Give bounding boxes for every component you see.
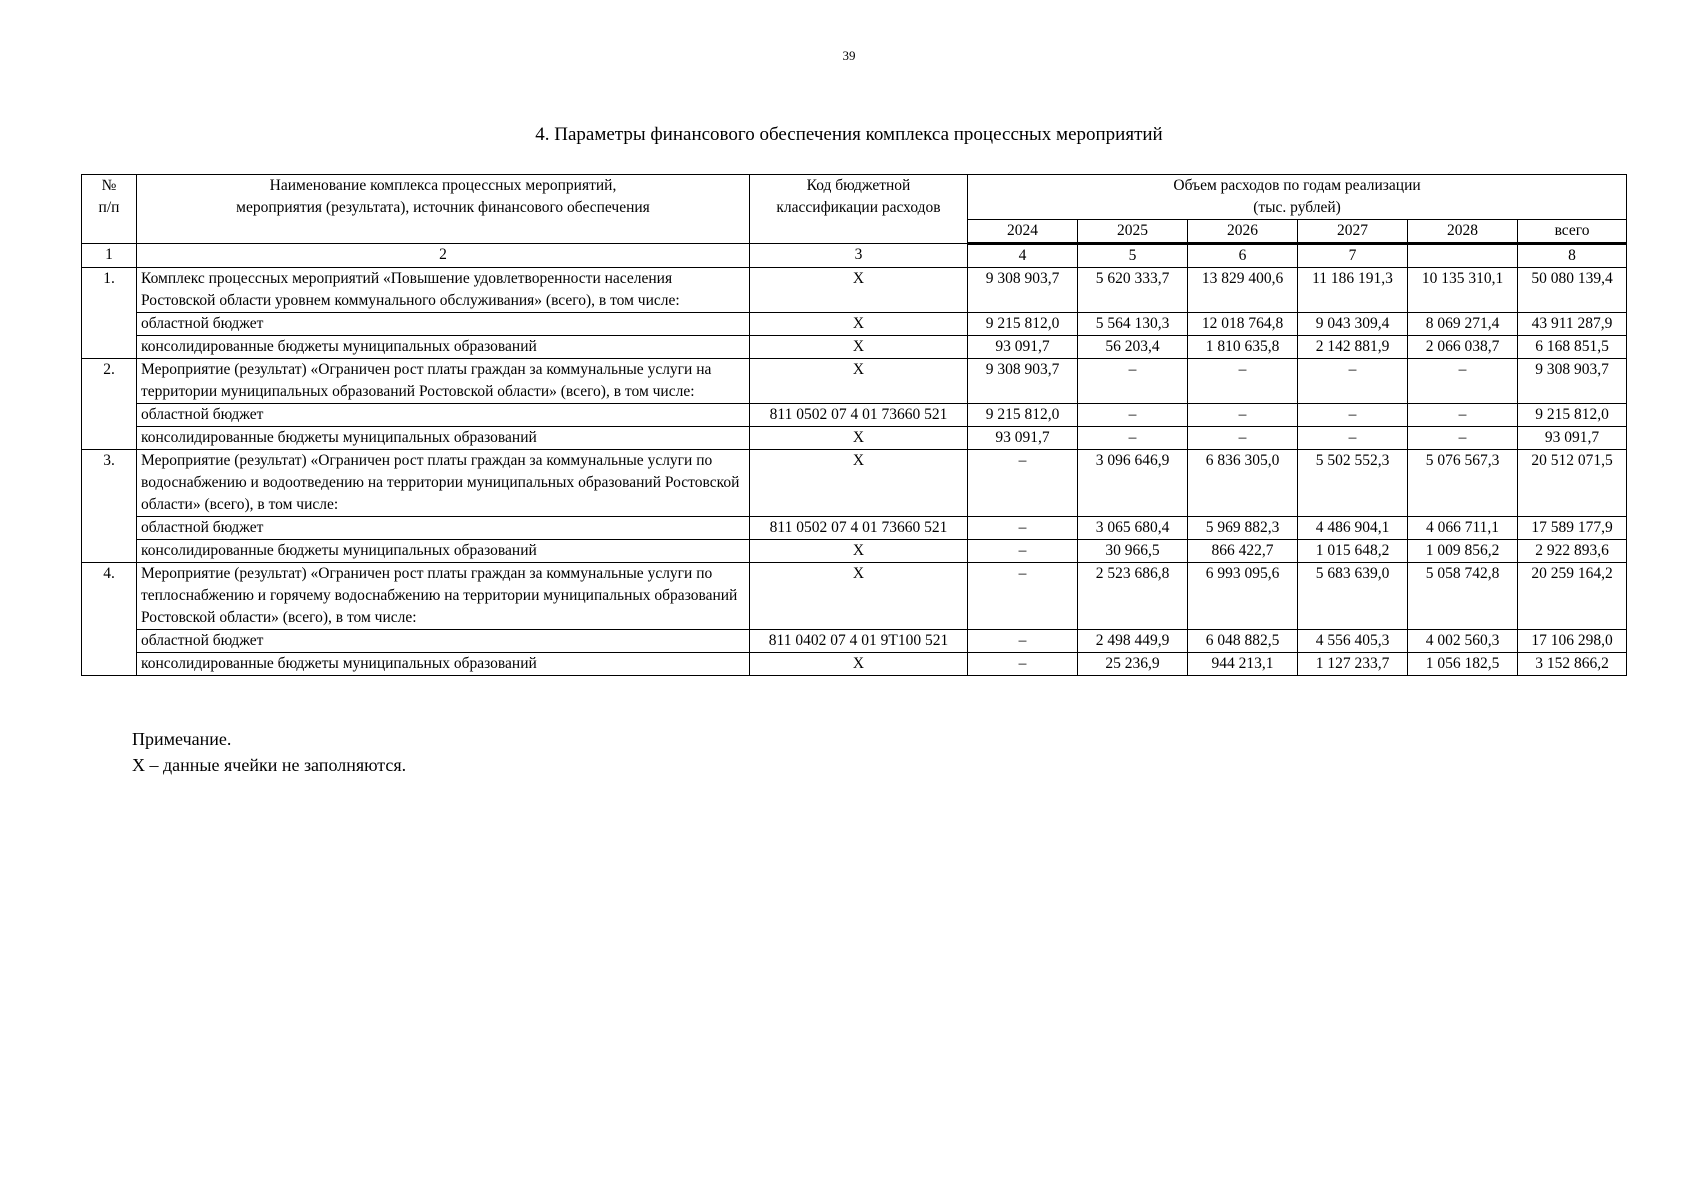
row-value: 5 620 333,7: [1078, 268, 1188, 313]
row-value: –: [1078, 404, 1188, 427]
table-row-source: [82, 336, 1627, 359]
row-name: консолидированные бюджеты муниципальных образований: [137, 540, 750, 563]
row-value: 1 015 648,2: [1298, 540, 1408, 563]
header-name-line2: мероприятия (результата), источник финансового обеспечения: [236, 199, 650, 216]
row-value: –: [1078, 359, 1188, 404]
row-value-total: 20 512 071,5: [1518, 450, 1627, 517]
row-number: 3.: [82, 450, 137, 563]
row-value: 2 142 881,9: [1298, 336, 1408, 359]
row-value: 1 009 856,2: [1408, 540, 1518, 563]
header-num-line2: п/п: [98, 199, 120, 216]
column-number: 6: [1188, 244, 1298, 268]
row-value: 5 076 567,3: [1408, 450, 1518, 517]
row-name: консолидированные бюджеты муниципальных образований: [137, 336, 750, 359]
header-year: 2028: [1408, 220, 1518, 244]
row-value: 3 065 680,4: [1078, 517, 1188, 540]
row-value: 4 066 711,1: [1408, 517, 1518, 540]
note-text: X – данные ячейки не заполняются.: [132, 755, 407, 775]
row-value: 11 186 191,3: [1298, 268, 1408, 313]
row-value: 9 043 309,4: [1298, 313, 1408, 336]
row-value: 3 096 646,9: [1078, 450, 1188, 517]
row-value-total: 2 922 893,6: [1518, 540, 1627, 563]
table-row-source: [82, 540, 1627, 563]
row-name: Мероприятие (результат) «Ограничен рост платы граждан за коммунальные услуги по теплоснабжению и горячему водоснабжению на территории муниципальных образований Ростовской области» (всего), в том числе:: [137, 563, 750, 630]
row-value: –: [1188, 404, 1298, 427]
table-row-source: [82, 313, 1627, 336]
row-value: 9 215 812,0: [968, 404, 1078, 427]
row-value: 866 422,7: [1188, 540, 1298, 563]
row-value: 12 018 764,8: [1188, 313, 1298, 336]
row-name: консолидированные бюджеты муниципальных образований: [137, 653, 750, 676]
table-row-source: [82, 427, 1627, 450]
table-row-source: [82, 517, 1627, 540]
row-value: –: [968, 517, 1078, 540]
header-year: 2027: [1298, 220, 1408, 244]
row-value-total: 6 168 851,5: [1518, 336, 1627, 359]
table-row-main: [82, 359, 1627, 404]
row-value: 2 498 449,9: [1078, 630, 1188, 653]
header-code: [750, 175, 968, 244]
table-body: [82, 268, 1627, 676]
row-value: –: [1188, 427, 1298, 450]
row-name: Комплекс процессных мероприятий «Повышение удовлетворенности населения Ростовской области уровнем коммунального обслуживания» (всего), в том числе:: [137, 268, 750, 313]
column-number: 1: [82, 244, 137, 268]
row-value-total: 50 080 139,4: [1518, 268, 1627, 313]
row-value-total: 3 152 866,2: [1518, 653, 1627, 676]
row-value: 5 502 552,3: [1298, 450, 1408, 517]
row-value: –: [968, 653, 1078, 676]
row-code: 811 0402 07 4 01 9Т100 521: [750, 630, 968, 653]
header-year: 2024: [968, 220, 1078, 244]
header-num: [82, 175, 137, 244]
column-number: 7: [1298, 244, 1408, 268]
page-number: 39: [842, 48, 856, 63]
row-value: 56 203,4: [1078, 336, 1188, 359]
row-value-total: 93 091,7: [1518, 427, 1627, 450]
row-value: –: [1408, 404, 1518, 427]
row-value: –: [1298, 404, 1408, 427]
header-column-numbers: [82, 244, 1627, 268]
row-value: –: [968, 450, 1078, 517]
row-value: 4 556 405,3: [1298, 630, 1408, 653]
header-code-line2: классификации расходов: [776, 199, 941, 216]
row-value-total: 9 215 812,0: [1518, 404, 1627, 427]
row-value: –: [1408, 427, 1518, 450]
row-value: 93 091,7: [968, 427, 1078, 450]
row-code: X: [750, 450, 968, 517]
row-value-total: 43 911 287,9: [1518, 313, 1627, 336]
document-title: 4. Параметры финансового обеспечения комплекса процессных мероприятий: [535, 124, 1163, 145]
column-number: 2: [137, 244, 750, 268]
row-value: –: [1078, 427, 1188, 450]
header-code-line1: Код бюджетной: [806, 177, 911, 194]
header-year: 2026: [1188, 220, 1298, 244]
table-row-source: [82, 630, 1627, 653]
note-label: Примечание.: [132, 729, 232, 749]
row-number: 1.: [82, 268, 137, 359]
row-code: 811 0502 07 4 01 73660 521: [750, 517, 968, 540]
row-value: –: [1408, 359, 1518, 404]
row-value: 25 236,9: [1078, 653, 1188, 676]
row-value: –: [968, 563, 1078, 630]
column-number: 8: [1518, 244, 1627, 268]
row-code: X: [750, 427, 968, 450]
note: [132, 726, 406, 778]
row-code: X: [750, 313, 968, 336]
header-name: [137, 175, 750, 244]
row-value: 13 829 400,6: [1188, 268, 1298, 313]
row-value: 1 810 635,8: [1188, 336, 1298, 359]
row-value-total: 9 308 903,7: [1518, 359, 1627, 404]
row-name: областной бюджет: [137, 313, 750, 336]
row-name: областной бюджет: [137, 630, 750, 653]
row-value: 8 069 271,4: [1408, 313, 1518, 336]
row-value: 4 486 904,1: [1298, 517, 1408, 540]
row-value: –: [968, 540, 1078, 563]
header-name-line1: Наименование комплекса процессных мероприятий,: [269, 177, 617, 194]
row-value: 2 523 686,8: [1078, 563, 1188, 630]
row-value-total: 17 106 298,0: [1518, 630, 1627, 653]
financing-table-container: [81, 174, 1626, 676]
header-volume-line1: Объем расходов по годам реализации: [1173, 177, 1421, 194]
row-value: 6 048 882,5: [1188, 630, 1298, 653]
table-row-main: [82, 268, 1627, 313]
row-name: Мероприятие (результат) «Ограничен рост платы граждан за коммунальные услуги на территории муниципальных образований Ростовской области» (всего), в том числе:: [137, 359, 750, 404]
row-value: 30 966,5: [1078, 540, 1188, 563]
header-year: 2025: [1078, 220, 1188, 244]
column-number: [1408, 244, 1518, 268]
row-value: –: [968, 630, 1078, 653]
row-value: 6 836 305,0: [1188, 450, 1298, 517]
row-code: 811 0502 07 4 01 73660 521: [750, 404, 968, 427]
row-code: X: [750, 268, 968, 313]
column-number: 4: [968, 244, 1078, 268]
row-name: Мероприятие (результат) «Ограничен рост платы граждан за коммунальные услуги по водоснабжению и водоотведению на территории муниципальных образований Ростовской области» (всего), в том числе:: [137, 450, 750, 517]
row-value: 10 135 310,1: [1408, 268, 1518, 313]
table-row-main: [82, 450, 1627, 517]
row-value: 2 066 038,7: [1408, 336, 1518, 359]
table-row-source: [82, 404, 1627, 427]
row-name: областной бюджет: [137, 517, 750, 540]
row-value: 1 056 182,5: [1408, 653, 1518, 676]
row-number: 2.: [82, 359, 137, 450]
row-code: X: [750, 563, 968, 630]
row-value: 4 002 560,3: [1408, 630, 1518, 653]
column-number: 3: [750, 244, 968, 268]
header-volume: [968, 175, 1627, 220]
row-number: 4.: [82, 563, 137, 676]
financing-table: [81, 174, 1627, 676]
header-volume-line2: (тыс. рублей): [1253, 199, 1341, 216]
row-code: X: [750, 359, 968, 404]
row-value: 5 683 639,0: [1298, 563, 1408, 630]
row-value-total: 20 259 164,2: [1518, 563, 1627, 630]
row-value: 9 308 903,7: [968, 268, 1078, 313]
row-name: консолидированные бюджеты муниципальных образований: [137, 427, 750, 450]
row-value: 6 993 095,6: [1188, 563, 1298, 630]
table-row-main: [82, 563, 1627, 630]
table-row-source: [82, 653, 1627, 676]
row-value: 9 308 903,7: [968, 359, 1078, 404]
row-code: X: [750, 653, 968, 676]
row-value: –: [1298, 359, 1408, 404]
row-value: 1 127 233,7: [1298, 653, 1408, 676]
row-value: 9 215 812,0: [968, 313, 1078, 336]
column-number: 5: [1078, 244, 1188, 268]
row-value: 944 213,1: [1188, 653, 1298, 676]
row-value-total: 17 589 177,9: [1518, 517, 1627, 540]
row-value: 93 091,7: [968, 336, 1078, 359]
row-value: 5 058 742,8: [1408, 563, 1518, 630]
row-value: 5 969 882,3: [1188, 517, 1298, 540]
header-year-total: всего: [1518, 220, 1627, 244]
row-code: X: [750, 336, 968, 359]
row-value: 5 564 130,3: [1078, 313, 1188, 336]
row-name: областной бюджет: [137, 404, 750, 427]
row-value: –: [1298, 427, 1408, 450]
row-value: –: [1188, 359, 1298, 404]
header-num-line1: №: [101, 177, 117, 194]
header-row-1: [82, 175, 1627, 220]
row-code: X: [750, 540, 968, 563]
